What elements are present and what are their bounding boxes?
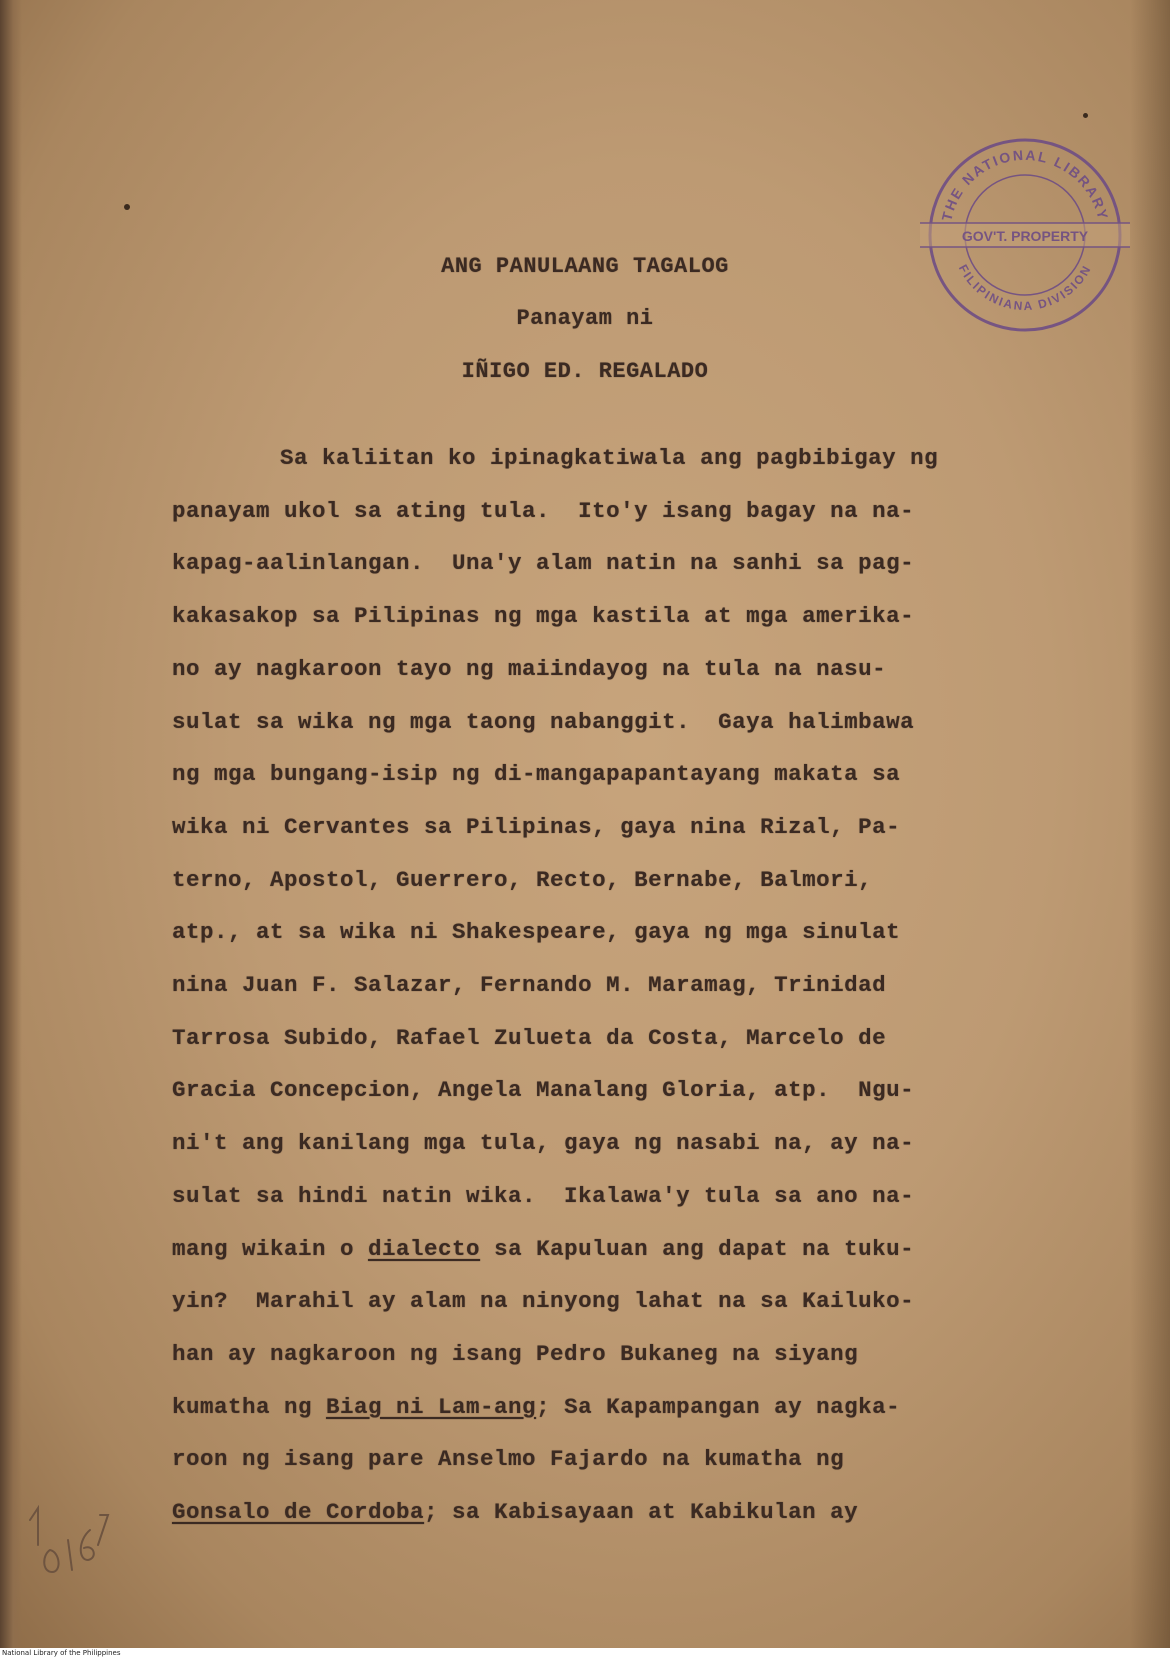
ink-speck <box>1083 113 1088 118</box>
handwritten-catalog-number <box>20 1500 110 1600</box>
line-text: Gracia Concepcion, Angela Manalang Gloria, atp. Ngu- <box>172 1077 915 1104</box>
line-text: yin? Marahil ay alam na ninyong lahat na sa Kailuko- <box>172 1288 915 1315</box>
body-line <box>172 1446 844 1472</box>
line-text: terno, Apostol, Guerrero, Recto, Bernabe, Balmori, <box>172 866 873 893</box>
line-text: panayam ukol sa ating tula. Ito'y isang bagay na na- <box>172 497 915 524</box>
body-line <box>172 1341 858 1367</box>
stamp-top-text: THE NATIONAL LIBRARY <box>938 146 1112 223</box>
line-text: sulat sa hindi natin wika. Ikalawa'y tula sa ano na- <box>172 1182 915 1209</box>
stamp-bottom-text: FILIPINIANA DIVISION <box>955 262 1095 314</box>
underlined-title: Gonsalo de Cordoba <box>172 1499 425 1525</box>
line-text: kapag-aalinlangan. Una'y alam natin na sanhi sa pag- <box>172 550 915 577</box>
underlined-title: Biag ni Lam-ang <box>326 1393 537 1420</box>
line-text: kumatha ng <box>172 1393 327 1420</box>
body-line <box>172 1499 858 1525</box>
line-text: Tarrosa Subido, Rafael Zulueta da Costa, Marcelo de <box>172 1024 887 1051</box>
line-text: no ay nagkaroon tayo ng maiindayog na tula na nasu- <box>172 655 887 682</box>
library-stamp <box>920 125 1130 335</box>
line-text: atp., at sa wika ni Shakespeare, gaya ng mga sinulat <box>172 919 901 946</box>
line-text: kakasakop sa Pilipinas ng mga kastila at mga amerika- <box>172 603 915 630</box>
body-line <box>172 1236 914 1262</box>
body-line <box>280 445 938 471</box>
body-line <box>172 1025 886 1051</box>
body-line <box>172 1077 914 1103</box>
page-footer: National Library of the Philippines <box>2 1649 121 1657</box>
document-subtitle: Panayam ni <box>516 306 654 331</box>
line-text: sulat sa wika ng mga taong nabanggit. Gaya halimbawa <box>172 708 915 735</box>
line-text: roon ng isang pare Anselmo Fajardo na kumatha ng <box>172 1446 845 1473</box>
body-line <box>172 972 886 998</box>
ink-speck <box>124 204 130 210</box>
page-left-edge-shadow <box>0 0 22 1648</box>
stamp-middle-text: GOV'T. PROPERTY <box>961 228 1089 244</box>
line-text: mang wikain o <box>172 1235 369 1262</box>
body-line <box>172 867 872 893</box>
line-text: ni't ang kanilang mga tula, gaya ng nasabi na, ay na- <box>172 1130 915 1157</box>
body-line <box>172 603 914 629</box>
line-text: Sa kaliitan ko ipinagkatiwala ang pagbibigay ng <box>280 445 939 471</box>
line-text: ng mga bungang-isip ng di-mangapapantayang makata sa <box>172 761 901 788</box>
body-line <box>172 1394 900 1420</box>
line-text: wika ni Cervantes sa Pilipinas, gaya nina Rizal, Pa- <box>172 813 901 840</box>
body-line <box>172 919 900 945</box>
document-title: ANG PANULAANG TAGALOG <box>441 254 729 279</box>
page-right-edge-shadow <box>1130 0 1170 1648</box>
line-text: ; Sa Kapampangan ay nagka- <box>536 1393 901 1420</box>
body-line <box>172 709 914 735</box>
line-text: han ay nagkaroon ng isang Pedro Bukaneg na siyang <box>172 1340 859 1367</box>
svg-text:THE NATIONAL LIBRARY <box>938 147 1111 223</box>
underlined-title: dialecto <box>368 1235 481 1262</box>
line-text: nina Juan F. Salazar, Fernando M. Maramag, Trinidad <box>172 972 887 998</box>
body-line <box>172 1183 914 1209</box>
line-text: ; sa Kabisayaan at Kabikulan ay <box>424 1499 859 1525</box>
body-line <box>172 1130 914 1156</box>
body-line <box>172 498 914 524</box>
document-author: IÑIGO ED. REGALADO <box>461 359 709 384</box>
body-line <box>172 656 886 682</box>
body-line <box>172 761 900 787</box>
body-line <box>172 550 914 576</box>
body-line <box>172 1288 914 1314</box>
line-text: sa Kapuluan ang dapat na tuku- <box>480 1235 915 1262</box>
body-line <box>172 814 900 840</box>
